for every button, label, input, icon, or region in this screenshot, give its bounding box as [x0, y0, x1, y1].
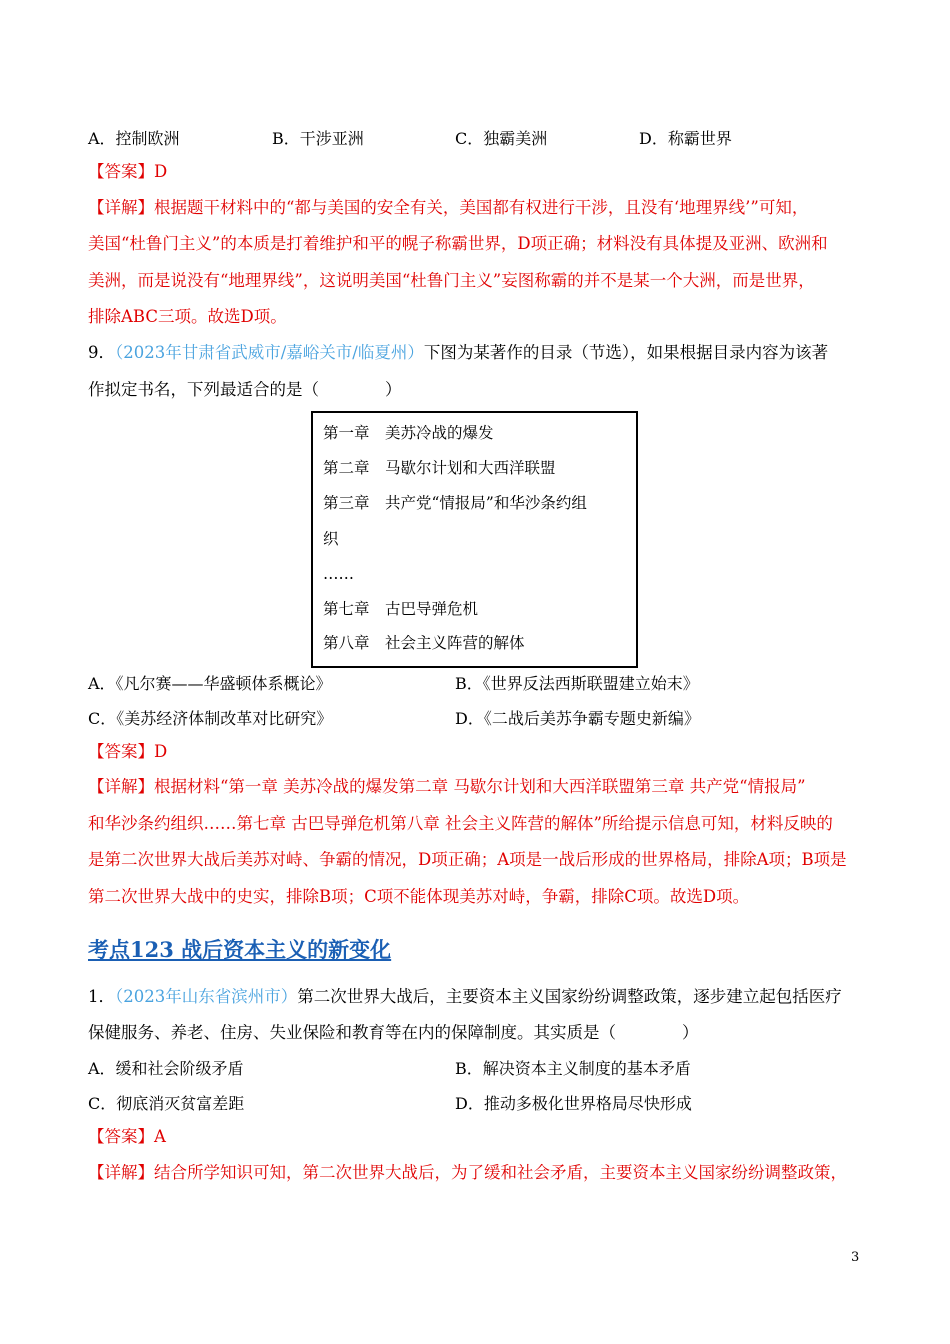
answer-label: 【答案】 — [88, 742, 154, 761]
q9-explain-line-4: 第二次世界大战中的史实，排除B项；C项不能体现美苏对峙，争霸，排除C项。故选D项。 — [88, 887, 750, 906]
q8-explain-line-3: 美洲，而是说没有“地理界线”，这说明美国“杜鲁门主义”妄图称霸的并不是某一个大洲，而是世界， — [88, 271, 815, 290]
q8-answer — [88, 161, 167, 183]
explain-text: 结合所学知识可知，第二次世界大战后，为了缓和社会矛盾，主要资本主义国家纷纷调整政策， — [154, 1163, 847, 1182]
toc-line: 第七章 古巴导弹危机 — [323, 600, 479, 618]
q1-stem-line-1 — [88, 986, 842, 1008]
q1-answer — [88, 1126, 166, 1148]
q8-option-b: B．干涉亚洲 — [272, 129, 364, 148]
q8-option-c: C．独霸美洲 — [455, 129, 548, 148]
q8-explain-line-1 — [88, 197, 808, 219]
q9-explain-line-1 — [88, 776, 806, 798]
q1-explain-line-1 — [88, 1162, 847, 1184]
answer-label: 【答案】 — [88, 162, 154, 181]
question-number: 9． — [88, 343, 115, 362]
explain-label: 【详解】 — [88, 777, 154, 796]
q9-option-d: D．《二战后美苏争霸专题史新编》 — [455, 709, 700, 728]
page-number: 3 — [851, 1250, 860, 1265]
q8-option-a: A．控制欧洲 — [88, 129, 180, 148]
answer-value: D — [154, 742, 168, 761]
q1-option-a: A．缓和社会阶级矛盾 — [88, 1059, 244, 1078]
q8-option-d: D．称霸世界 — [639, 129, 732, 148]
q9-option-b: B．《世界反法西斯联盟建立始末》 — [455, 674, 699, 693]
toc-line: 第二章 马歇尔计划和大西洋联盟 — [323, 459, 556, 477]
explain-text: 根据材料“第一章 美苏冷战的爆发第二章 马歇尔计划和大西洋联盟第三章 共产党“情报局” — [154, 777, 806, 796]
question-source: （2023年甘肃省武威市/嘉峪关市/临夏州） — [115, 343, 424, 362]
q9-stem-line-1 — [88, 342, 828, 364]
q1-option-b: B．解决资本主义制度的基本矛盾 — [455, 1059, 691, 1078]
q8-explain-line-2: 美国“杜鲁门主义”的本质是打着维护和平的幌子称霸世界，D项正确；材料没有具体提及亚洲、欧洲和 — [88, 234, 828, 253]
section-heading: 考点123 战后资本主义的新变化 — [88, 937, 392, 962]
question-number: 1． — [88, 987, 115, 1006]
q1-option-d: D．推动多极化世界格局尽快形成 — [455, 1094, 692, 1113]
toc-line: 第八章 社会主义阵营的解体 — [323, 634, 525, 652]
question-source: （2023年山东省滨州市） — [115, 987, 298, 1006]
toc-line: 第三章 共产党“情报局”和华沙条约组 — [323, 494, 587, 512]
q9-answer — [88, 741, 167, 763]
question-stem: 第二次世界大战后，主要资本主义国家纷纷调整政策，逐步建立起包括医疗 — [297, 987, 842, 1006]
q8-explain-line-4: 排除ABC三项。故选D项。 — [88, 307, 287, 326]
explain-label: 【详解】 — [88, 1163, 154, 1182]
q9-explain-line-2: 和华沙条约组织……第七章 古巴导弹危机第八章 社会主义阵营的解体”所给提示信息可知，材料反映的 — [88, 814, 833, 833]
q9-option-a: A．《凡尔赛——华盛顿体系概论》 — [88, 674, 332, 693]
explain-label: 【详解】 — [88, 198, 154, 217]
toc-line: 织 — [323, 530, 339, 548]
q9-explain-line-3: 是第二次世界大战后美苏对峙、争霸的情况，D项正确；A项是一战后形成的世界格局，排除A项；B项是 — [88, 850, 847, 869]
table-of-contents-box — [311, 411, 638, 668]
toc-line: 第一章 美苏冷战的爆发 — [323, 424, 494, 442]
q1-option-c: C．彻底消灭贫富差距 — [88, 1094, 245, 1113]
question-stem: 下图为某著作的目录（节选），如果根据目录内容为该著 — [423, 343, 829, 362]
toc-line: …… — [323, 565, 354, 583]
q9-stem-line-2: 作拟定书名，下列最适合的是（ ） — [88, 380, 402, 399]
explain-text: 根据题干材料中的“都与美国的安全有关，美国都有权进行干涉，且没有‘地理界线’”可知， — [154, 198, 809, 217]
answer-value: A — [154, 1127, 166, 1146]
answer-value: D — [154, 162, 168, 181]
answer-label: 【答案】 — [88, 1127, 154, 1146]
q9-option-c: C．《美苏经济体制改革对比研究》 — [88, 709, 333, 728]
q1-stem-line-2: 保健服务、养老、住房、失业保险和教育等在内的保障制度。其实质是（ ） — [88, 1023, 699, 1042]
